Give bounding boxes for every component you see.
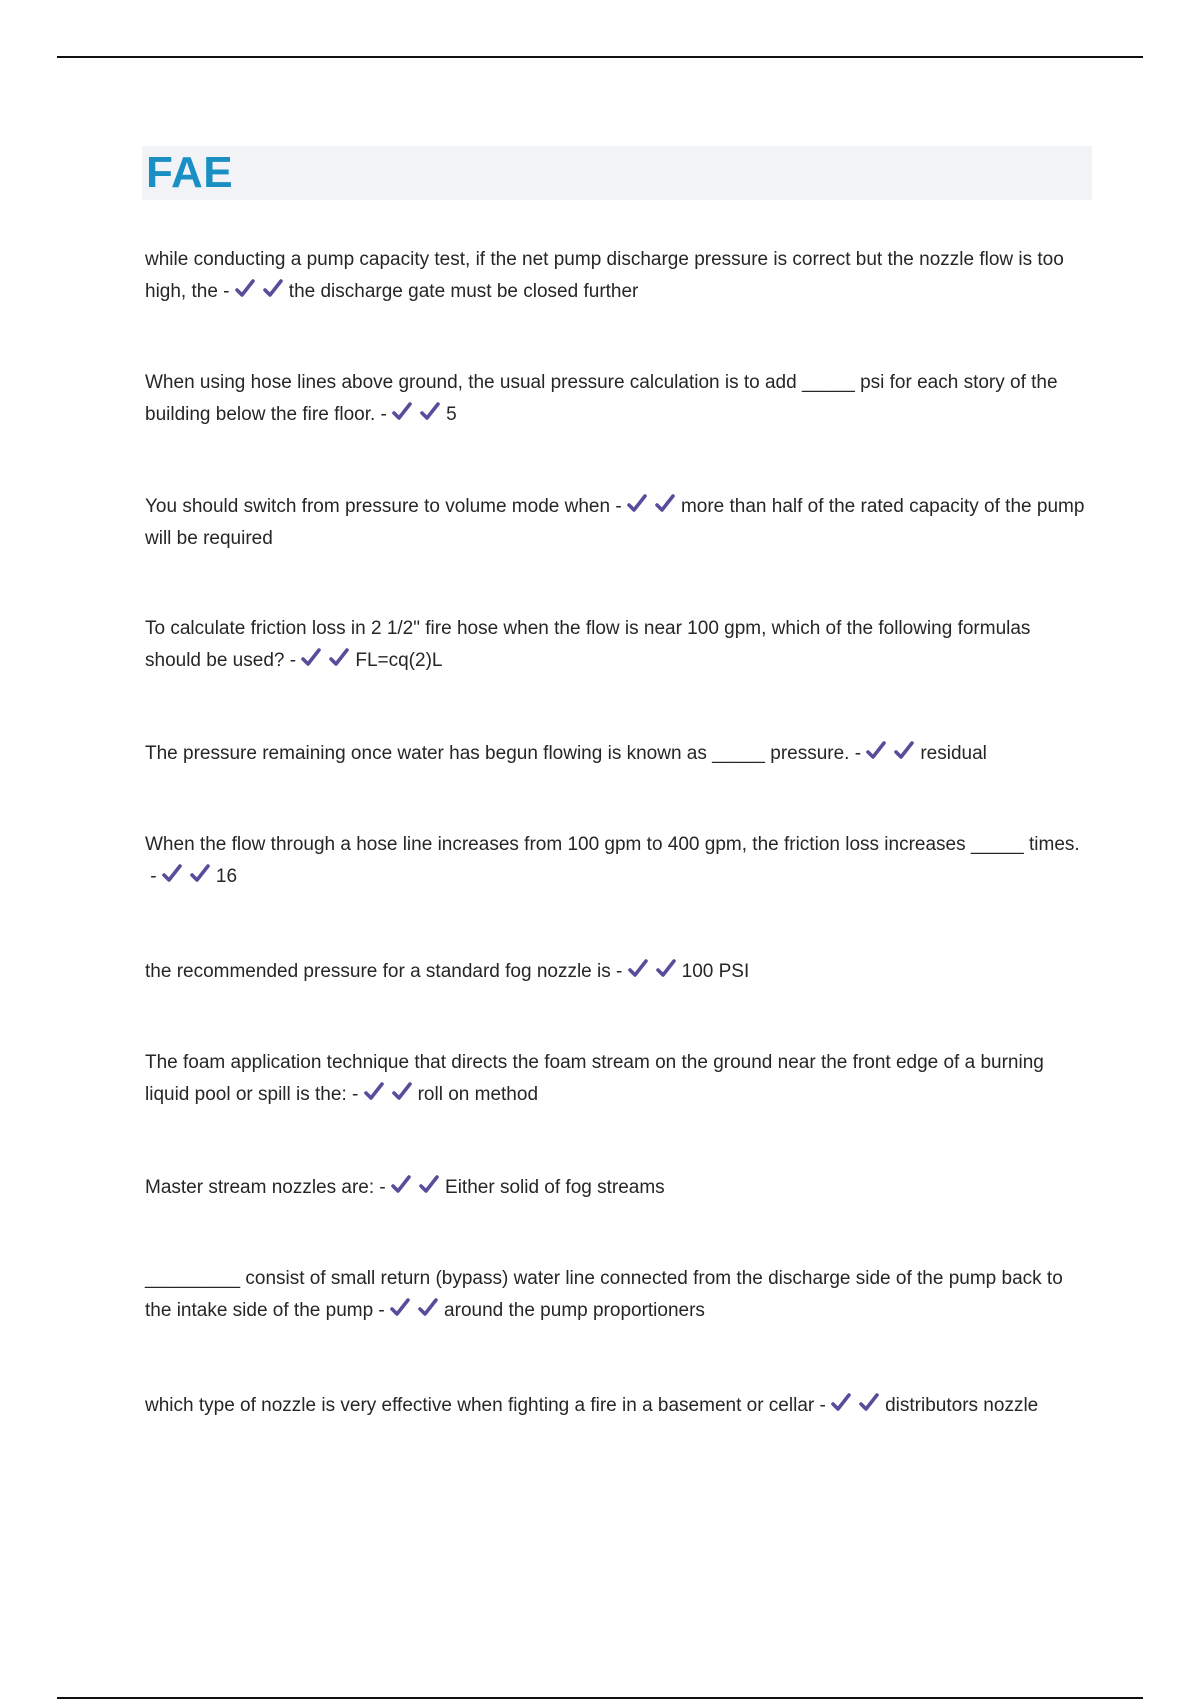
question-text: the recommended pressure for a standard fog nozzle is bbox=[145, 961, 611, 982]
answer-text: more than half of the rated capacity of the pump will be required bbox=[145, 496, 1085, 549]
question-text: while conducting a pump capacity test, if the net pump discharge pressure is correct but the nozzle flow is too high, the bbox=[145, 249, 1064, 302]
title-band bbox=[142, 146, 1092, 200]
header-rule bbox=[57, 56, 1143, 58]
question-text: Master stream nozzles are: bbox=[145, 1177, 375, 1198]
qa-item-11: which type of nozzle is very effective when fighting a fire in a basement or cellar - distributors nozzle bbox=[145, 1395, 1039, 1416]
qa-item-1: while conducting a pump capacity test, if the net pump discharge pressure is correct but the nozzle flow is too high, the - the discharge gate must be closed further bbox=[145, 249, 1064, 302]
qa-item-8: The foam application technique that directs the foam stream on the ground near the front edge of a burning liquid pool or spill is the: - roll on method bbox=[145, 1052, 1044, 1105]
answer-text: residual bbox=[920, 743, 987, 764]
question-text: which type of nozzle is very effective when fighting a fire in a basement or cellar bbox=[145, 1395, 815, 1416]
double-check-icon bbox=[866, 741, 916, 763]
double-check-icon bbox=[364, 1082, 414, 1104]
question-text: When using hose lines above ground, the usual pressure calculation is to add _____ psi for each story of the building below the fire floor. bbox=[145, 372, 1058, 425]
qa-item-3: You should switch from pressure to volume mode when - more than half of the rated capacity of the pump will be required bbox=[145, 496, 1085, 549]
double-check-icon bbox=[628, 959, 678, 981]
double-check-icon bbox=[831, 1393, 881, 1415]
double-check-icon bbox=[301, 648, 351, 670]
double-check-icon bbox=[162, 864, 212, 886]
answer-text: around the pump proportioners bbox=[444, 1300, 705, 1321]
qa-item-4: To calculate friction loss in 2 1/2" fire hose when the flow is near 100 gpm, which of the following formulas should be used? - FL=cq(2)L bbox=[145, 618, 1031, 671]
answer-text: 5 bbox=[446, 404, 457, 425]
question-text: To calculate friction loss in 2 1/2" fire hose when the flow is near 100 gpm, which of the following formulas should be used? bbox=[145, 618, 1031, 671]
answer-text: FL=cq(2)L bbox=[355, 650, 443, 671]
qa-item-2: When using hose lines above ground, the usual pressure calculation is to add _____ psi for each story of the building below the fire floor. - 5 bbox=[145, 372, 1058, 425]
footer-rule bbox=[57, 1697, 1143, 1699]
question-text: _________ consist of small return (bypass) water line connected from the discharge side of the pump back to the intake side of the pump bbox=[145, 1268, 1063, 1321]
double-check-icon bbox=[391, 1175, 441, 1197]
qa-item-10: _________ consist of small return (bypass) water line connected from the discharge side of the pump back to the intake side of the pump - around the pump proportioners bbox=[145, 1268, 1063, 1321]
answer-text: the discharge gate must be closed further bbox=[288, 281, 639, 302]
qa-item-7: the recommended pressure for a standard fog nozzle is - 100 PSI bbox=[145, 961, 750, 982]
qa-item-6: When the flow through a hose line increases from 100 gpm to 400 gpm, the friction loss increases _____ times. - 16 bbox=[145, 834, 1080, 887]
answer-text: distributors nozzle bbox=[885, 1395, 1039, 1416]
double-check-icon bbox=[392, 402, 442, 424]
question-text: When the flow through a hose line increases from 100 gpm to 400 gpm, the friction loss increases _____ times. bbox=[145, 834, 1080, 855]
double-check-icon bbox=[627, 494, 677, 516]
question-text: You should switch from pressure to volume mode when bbox=[145, 496, 611, 517]
question-text: The pressure remaining once water has begun flowing is known as _____ pressure. bbox=[145, 743, 850, 764]
qa-item-5: The pressure remaining once water has begun flowing is known as _____ pressure. - residual bbox=[145, 743, 987, 764]
answer-text: 100 PSI bbox=[681, 961, 750, 982]
document-title: FAE bbox=[146, 148, 234, 197]
question-text: The foam application technique that directs the foam stream on the ground near the front edge of a burning liquid pool or spill is the: bbox=[145, 1052, 1044, 1105]
double-check-icon bbox=[235, 279, 285, 301]
answer-text: 16 bbox=[215, 866, 238, 887]
double-check-icon bbox=[390, 1298, 440, 1320]
answer-text: Either solid of fog streams bbox=[445, 1177, 665, 1198]
qa-item-9: Master stream nozzles are: - Either solid of fog streams bbox=[145, 1177, 665, 1198]
answer-text: roll on method bbox=[417, 1084, 539, 1105]
